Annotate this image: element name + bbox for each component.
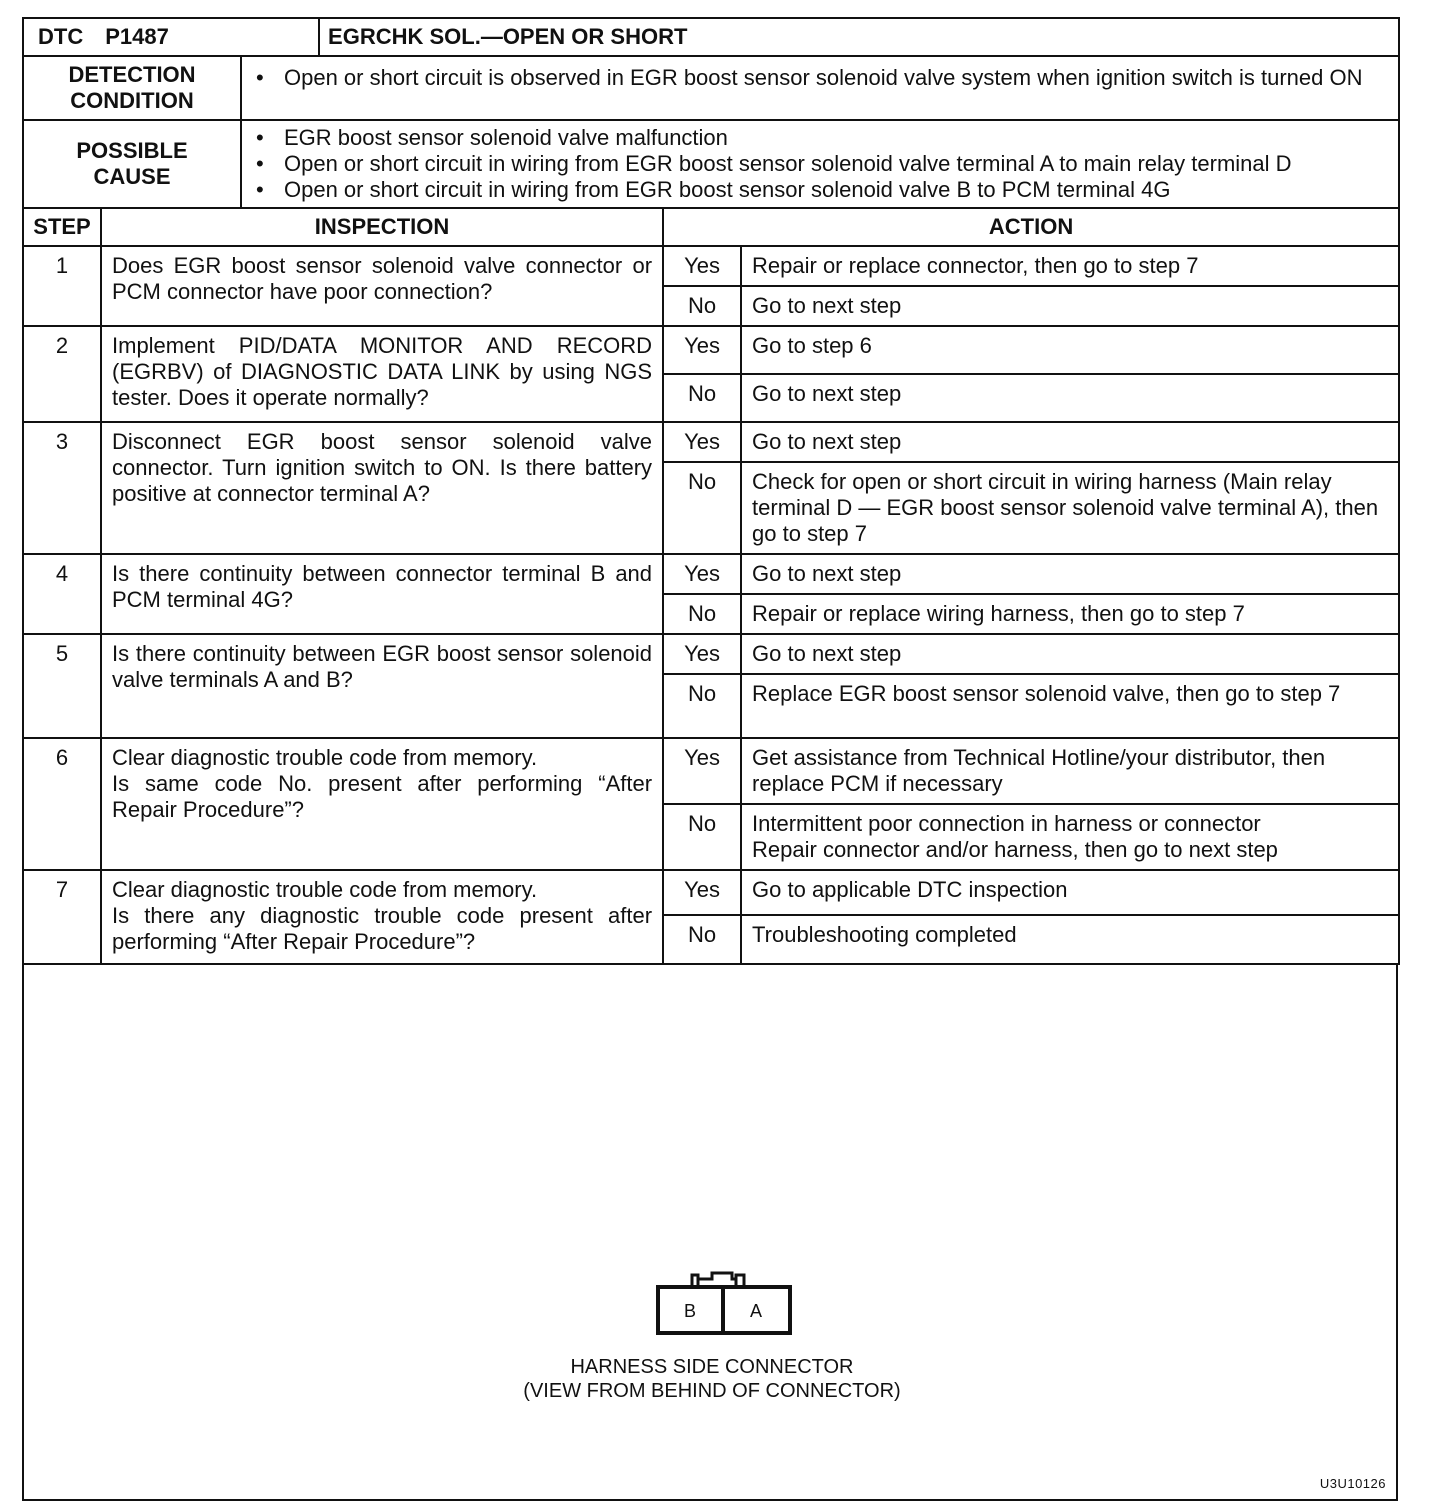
connector-latch (698, 1273, 736, 1279)
step-row (23, 738, 1399, 804)
action-line: Intermittent poor connection in harness or connector (752, 811, 1261, 836)
action-line: Repair connector and/or harness, then go to next step (752, 837, 1278, 862)
cause-row (23, 120, 1399, 208)
step-inspection: Disconnect EGR boost sensor solenoid valve connector. Turn ignition switch to ON. Is there battery positive at connector terminal A? (101, 422, 663, 554)
step-inspection: Is there continuity between connector terminal B and PCM terminal 4G? (101, 554, 663, 634)
dtc-cell (23, 18, 319, 56)
inspection-line: Clear diagnostic trouble code from memory. (112, 877, 538, 902)
connector-diagram-panel (22, 965, 1398, 1501)
step-inspection: Is there continuity between EGR boost sensor solenoid valve terminals A and B? (101, 634, 663, 738)
no-label: No (663, 674, 741, 738)
step-row (23, 246, 1399, 286)
no-action (741, 804, 1399, 870)
yes-label: Yes (663, 554, 741, 594)
no-label: No (663, 915, 741, 964)
harness-connector-diagram (632, 1265, 796, 1349)
col-inspection: INSPECTION (101, 208, 663, 246)
step-number: 1 (23, 246, 101, 326)
inspection-line: Clear diagnostic trouble code from memory. (112, 745, 538, 770)
header-row (23, 18, 1399, 56)
detection-item: • Open or short circuit is observed in EGR boost sensor solenoid valve system when ignition switch is turned ON (252, 65, 1390, 91)
step-inspection: Does EGR boost sensor solenoid valve connector or PCM connector have poor connection? (101, 246, 663, 326)
step-number: 3 (23, 422, 101, 554)
detection-label: DETECTION CONDITION (23, 56, 241, 120)
cause-item: • EGR boost sensor solenoid valve malfunction (252, 125, 1390, 151)
no-label: No (663, 374, 741, 422)
yes-action: Go to applicable DTC inspection (741, 870, 1399, 915)
dtc-table (22, 17, 1400, 965)
yes-action: Get assistance from Technical Hotline/your distributor, then replace PCM if necessary (741, 738, 1399, 804)
step-number: 7 (23, 870, 101, 964)
diagram-caption-subtitle: (VIEW FROM BEHIND OF CONNECTOR) (523, 1380, 901, 1402)
yes-label: Yes (663, 422, 741, 462)
cause-item: • Open or short circuit in wiring from EGR boost sensor solenoid valve B to PCM terminal 4G (252, 177, 1390, 203)
dtc-label: DTC (38, 24, 84, 49)
step-number: 2 (23, 326, 101, 422)
yes-label: Yes (663, 870, 741, 915)
step-row (23, 634, 1399, 674)
no-action: Repair or replace wiring harness, then go to step 7 (741, 594, 1399, 634)
step-number: 5 (23, 634, 101, 738)
yes-label: Yes (663, 634, 741, 674)
column-header-row (23, 208, 1399, 246)
possible-cause (241, 120, 1399, 208)
cause-label: POSSIBLE CAUSE (23, 120, 241, 208)
dtc-code: P1487 (105, 24, 169, 49)
inspection-line: Is same code No. present after performing “After Repair Procedure”? (112, 771, 653, 822)
no-action: Troubleshooting completed (741, 915, 1399, 964)
figure-reference-code: U3U10126 (1319, 1476, 1386, 1491)
yes-action: Go to step 6 (741, 326, 1399, 374)
terminal-b-label: B (683, 1301, 697, 1321)
dtc-document (22, 17, 1398, 1501)
diagram-caption-title: HARNESS SIDE CONNECTOR (570, 1356, 854, 1378)
step-row (23, 554, 1399, 594)
dtc-title: EGRCHK SOL.—OPEN OR SHORT (319, 18, 1399, 56)
yes-action: Go to next step (741, 422, 1399, 462)
no-label: No (663, 594, 741, 634)
yes-action: Go to next step (741, 554, 1399, 594)
no-action: Go to next step (741, 374, 1399, 422)
no-action: Replace EGR boost sensor solenoid valve, then go to step 7 (741, 674, 1399, 738)
yes-action: Repair or replace connector, then go to step 7 (741, 246, 1399, 286)
step-number: 4 (23, 554, 101, 634)
col-step: STEP (23, 208, 101, 246)
step-number: 6 (23, 738, 101, 870)
step-row (23, 870, 1399, 915)
no-label: No (663, 462, 741, 554)
col-action: ACTION (663, 208, 1399, 246)
yes-label: Yes (663, 326, 741, 374)
no-label: No (663, 286, 741, 326)
step-inspection: Implement PID/DATA MONITOR AND RECORD (EGRBV) of DIAGNOSTIC DATA LINK by using NGS tester. Does it operate normally? (101, 326, 663, 422)
step-inspection (101, 870, 663, 964)
detection-condition (241, 56, 1399, 120)
step-inspection (101, 738, 663, 870)
yes-label: Yes (663, 738, 741, 804)
yes-label: Yes (663, 246, 741, 286)
inspection-line: Is there any diagnostic trouble code present after performing “After Repair Procedure”? (112, 903, 653, 954)
no-label: No (663, 804, 741, 870)
yes-action: Go to next step (741, 634, 1399, 674)
no-action: Check for open or short circuit in wiring harness (Main relay terminal D — EGR boost sensor solenoid valve terminal A), then go to step 7 (741, 462, 1399, 554)
no-action: Go to next step (741, 286, 1399, 326)
step-row (23, 326, 1399, 374)
step-row (23, 422, 1399, 462)
cause-item: • Open or short circuit in wiring from EGR boost sensor solenoid valve terminal A to main relay terminal D (252, 151, 1390, 177)
detection-row (23, 56, 1399, 120)
terminal-a-label: A (749, 1301, 763, 1321)
